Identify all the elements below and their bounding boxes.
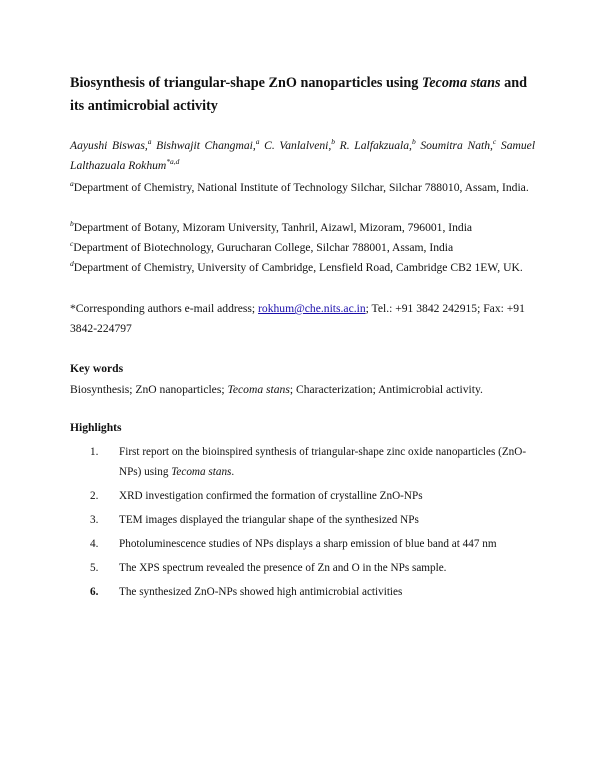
affiliation-text: Department of Chemistry, University of Cambridge, Lensfield Road, Cambridge CB2 1EW, UK.: [73, 261, 523, 274]
highlight-item: [70, 486, 540, 506]
keywords-heading: Key words: [70, 362, 124, 375]
author-affiliation-mark: c: [492, 137, 497, 147]
corresponding-author: [70, 299, 535, 339]
author-affiliation-mark: b: [411, 137, 416, 147]
highlight-number: 2.: [90, 490, 99, 502]
title-text-2: and its antimicrobial activity: [70, 75, 527, 114]
paper-title: [70, 72, 535, 118]
author-name: C. Vanlalveni,: [264, 139, 332, 152]
highlight-item: [70, 582, 540, 602]
highlights-heading: Highlights: [70, 421, 122, 434]
highlight-text-part: First report on the bioinspired synthesis of triangular-shape zinc oxide nanoparticles (ZnO-NPs) using: [119, 446, 527, 478]
author-affiliation-mark: *a,d: [166, 157, 180, 167]
highlight-number: 3.: [90, 514, 99, 526]
affiliation-text: Department of Biotechnology, Gurucharan College, Silchar 788001, Assam, India: [73, 241, 454, 254]
affiliation-text: Department of Botany, Mizoram University, Tanhril, Aizawl, Mizoram, 796001, India: [73, 221, 473, 234]
highlight-text: The XPS spectrum revealed the presence of Zn and O in the NPs sample.: [119, 562, 447, 574]
affiliation-mark: b: [70, 219, 74, 229]
author-affiliation-mark: a: [147, 137, 152, 147]
highlight-species: Tecoma stans: [171, 466, 232, 478]
author-name: Soumitra Nath,: [420, 139, 493, 152]
affiliation-text: Department of Chemistry, National Institute of Technology Silchar, Silchar 788010, Assam, India.: [73, 181, 529, 194]
highlight-item: [70, 442, 540, 482]
highlight-item: [70, 558, 540, 578]
author-name: Samuel Lalthazuala Rokhum: [70, 139, 536, 172]
highlight-item: [70, 510, 540, 530]
affiliation-b: [70, 218, 540, 238]
highlight-text: XRD investigation confirmed the formation of crystalline ZnO-NPs: [119, 490, 423, 502]
highlight-text-part: .: [231, 466, 235, 478]
highlight-number: 5.: [90, 562, 99, 574]
highlight-item: [70, 534, 540, 554]
author-name: Bishwajit Changmai,: [156, 139, 256, 152]
highlight-text: The synthesized ZnO-NPs showed high antimicrobial activities: [119, 586, 403, 598]
title-species: Tecoma stans: [421, 75, 501, 91]
author-name: Aayushi Biswas,: [70, 139, 148, 152]
keywords-part: Biosynthesis; ZnO nanoparticles;: [70, 383, 228, 396]
corresponding-prefix: *Corresponding authors e-mail address;: [70, 302, 259, 315]
highlight-text: TEM images displayed the triangular shape of the synthesized NPs: [119, 514, 419, 526]
affiliation-mark: a: [70, 179, 74, 189]
affiliation-a: [70, 178, 540, 198]
affiliation-mark: c: [70, 239, 74, 249]
highlight-text: [119, 446, 526, 478]
author-name: R. Lalfakzuala,: [339, 139, 412, 152]
keywords-species: Tecoma stans: [227, 383, 290, 396]
affiliation-d: [70, 258, 540, 278]
keywords-text: [70, 383, 540, 396]
highlight-text: Photoluminescence studies of NPs displays a sharp emission of blue band at 447 nm: [119, 538, 497, 550]
author-affiliation-mark: b: [331, 137, 336, 147]
author-list: [70, 136, 535, 176]
affiliation-c: [70, 238, 540, 258]
corresponding-contact: ; Tel.: +91 3842 242915; Fax: +91 3842-224797: [70, 302, 525, 335]
email-link[interactable]: rokhum@che.nits.ac.in: [258, 302, 366, 315]
author-affiliation-mark: a: [255, 137, 260, 147]
highlight-number: 1.: [90, 446, 99, 458]
title-text-1: Biosynthesis of triangular-shape ZnO nanoparticles using: [70, 75, 422, 91]
highlights-list: [70, 442, 540, 606]
affiliation-mark: d: [70, 259, 74, 269]
highlight-number: 6.: [90, 586, 99, 598]
keywords-part: ; Characterization; Antimicrobial activity.: [289, 383, 483, 396]
highlight-number: 4.: [90, 538, 99, 550]
